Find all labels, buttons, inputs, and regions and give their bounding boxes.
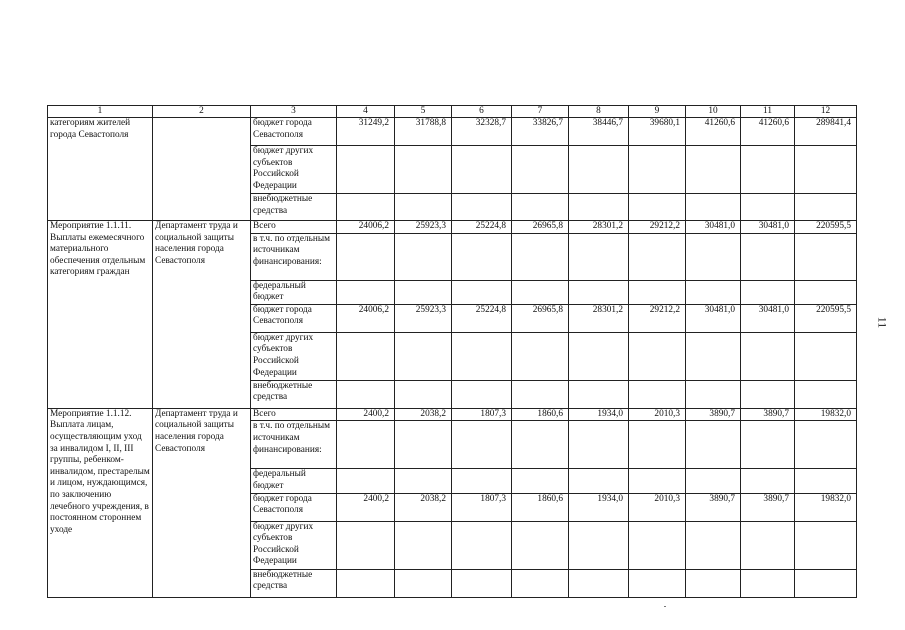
funding-source-label: бюджет города Севастополя [251, 118, 337, 146]
value-cell: 2038,2 [395, 408, 452, 421]
value-cell: 30481,0 [686, 221, 741, 234]
measure-name: категориям жителей города Севастополя [48, 118, 153, 221]
value-cell: 289841,4 [795, 118, 857, 146]
value-cell: 1807,3 [452, 493, 512, 521]
value-cell [569, 421, 629, 469]
value-cell [395, 233, 452, 280]
value-cell: 220595,5 [795, 221, 857, 234]
value-cell [452, 233, 512, 280]
value-cell [629, 332, 686, 380]
value-cell [686, 280, 741, 304]
value-cell: 2010,3 [629, 408, 686, 421]
value-cell [512, 194, 569, 221]
funding-source-label: федеральный бюджет [251, 280, 337, 304]
value-cell: 3890,7 [741, 408, 795, 421]
value-cell: 26965,8 [512, 304, 569, 332]
value-cell [452, 332, 512, 380]
value-cell [452, 569, 512, 597]
scan-speck [664, 606, 666, 607]
value-cell [512, 380, 569, 408]
value-cell: 2400,2 [337, 493, 395, 521]
value-cell [795, 146, 857, 194]
value-cell [629, 233, 686, 280]
value-cell [795, 332, 857, 380]
value-cell [395, 469, 452, 493]
value-cell: 1934,0 [569, 493, 629, 521]
value-cell: 30481,0 [686, 304, 741, 332]
header-cell: 7 [512, 106, 569, 118]
table-row [48, 408, 857, 421]
value-cell [512, 421, 569, 469]
value-cell [337, 469, 395, 493]
value-cell [741, 146, 795, 194]
value-cell [512, 521, 569, 569]
value-cell: 1860,6 [512, 408, 569, 421]
value-cell [686, 469, 741, 493]
value-cell [741, 469, 795, 493]
value-cell: 30481,0 [741, 304, 795, 332]
value-cell: 26965,8 [512, 221, 569, 234]
value-cell [629, 421, 686, 469]
header-cell: 9 [629, 106, 686, 118]
value-cell [686, 194, 741, 221]
value-cell [795, 280, 857, 304]
value-cell [337, 233, 395, 280]
value-cell [395, 280, 452, 304]
value-cell [686, 380, 741, 408]
value-cell [741, 332, 795, 380]
value-cell [569, 280, 629, 304]
value-cell: 38446,7 [569, 118, 629, 146]
value-cell: 220595,5 [795, 304, 857, 332]
value-cell [337, 380, 395, 408]
funding-source-label: внебюджетные средства [251, 569, 337, 597]
value-cell [741, 280, 795, 304]
funding-source-label: бюджет других субъектов Российской Федерации [251, 521, 337, 569]
value-cell [337, 521, 395, 569]
value-cell: 3890,7 [686, 493, 741, 521]
value-cell: 32328,7 [452, 118, 512, 146]
value-cell [569, 469, 629, 493]
value-cell: 24006,2 [337, 221, 395, 234]
header-cell: 8 [569, 106, 629, 118]
value-cell [395, 569, 452, 597]
value-cell: 25224,8 [452, 221, 512, 234]
value-cell [337, 332, 395, 380]
value-cell [686, 569, 741, 597]
executor-name: Департамент труда и социальной защиты населения города Севастополя [153, 408, 251, 597]
header-cell: 3 [251, 106, 337, 118]
value-cell: 1934,0 [569, 408, 629, 421]
value-cell [741, 421, 795, 469]
value-cell [686, 421, 741, 469]
value-cell [629, 194, 686, 221]
header-row [48, 106, 857, 118]
header-cell: 11 [741, 106, 795, 118]
header-cell: 6 [452, 106, 512, 118]
value-cell [795, 194, 857, 221]
value-cell [395, 146, 452, 194]
value-cell [795, 569, 857, 597]
value-cell [569, 380, 629, 408]
value-cell [569, 194, 629, 221]
value-cell [795, 521, 857, 569]
table-row [48, 118, 857, 146]
funding-source-label: федеральный бюджет [251, 469, 337, 493]
value-cell [452, 380, 512, 408]
value-cell [569, 569, 629, 597]
value-cell: 25923,3 [395, 304, 452, 332]
table-row [48, 221, 857, 234]
value-cell: 1807,3 [452, 408, 512, 421]
value-cell [452, 469, 512, 493]
funding-source-label: бюджет других субъектов Российской Федерации [251, 146, 337, 194]
executor-name [153, 118, 251, 221]
value-cell [629, 280, 686, 304]
value-cell [741, 521, 795, 569]
value-cell [512, 280, 569, 304]
value-cell [452, 421, 512, 469]
funding-source-label: внебюджетные средства [251, 380, 337, 408]
value-cell [452, 280, 512, 304]
value-cell: 28301,2 [569, 304, 629, 332]
value-cell [512, 469, 569, 493]
value-cell [395, 421, 452, 469]
value-cell [512, 233, 569, 280]
value-cell [629, 569, 686, 597]
page-number: 11 [875, 316, 890, 329]
value-cell: 31788,8 [395, 118, 452, 146]
value-cell [741, 194, 795, 221]
value-cell [795, 469, 857, 493]
value-cell [629, 380, 686, 408]
value-cell [337, 280, 395, 304]
funding-source-label: бюджет других субъектов Российской Федерации [251, 332, 337, 380]
value-cell [686, 332, 741, 380]
value-cell [741, 569, 795, 597]
value-cell [686, 146, 741, 194]
value-cell [395, 521, 452, 569]
funding-source-label: Всего [251, 221, 337, 234]
value-cell: 29212,2 [629, 221, 686, 234]
value-cell [337, 569, 395, 597]
value-cell: 19832,0 [795, 493, 857, 521]
value-cell: 28301,2 [569, 221, 629, 234]
value-cell [395, 380, 452, 408]
value-cell: 25923,3 [395, 221, 452, 234]
value-cell: 25224,8 [452, 304, 512, 332]
value-cell: 1860,6 [512, 493, 569, 521]
funding-source-label: бюджет города Севастополя [251, 304, 337, 332]
value-cell [452, 521, 512, 569]
value-cell: 31249,2 [337, 118, 395, 146]
value-cell [686, 521, 741, 569]
table-body [48, 106, 857, 598]
header-cell: 2 [153, 106, 251, 118]
header-cell: 12 [795, 106, 857, 118]
value-cell [741, 380, 795, 408]
header-cell: 5 [395, 106, 452, 118]
value-cell: 30481,0 [741, 221, 795, 234]
value-cell [512, 569, 569, 597]
value-cell [795, 233, 857, 280]
value-cell [629, 146, 686, 194]
value-cell [629, 469, 686, 493]
value-cell: 39680,1 [629, 118, 686, 146]
value-cell: 33826,7 [512, 118, 569, 146]
value-cell [512, 332, 569, 380]
header-cell: 10 [686, 106, 741, 118]
funding-source-label: Всего [251, 408, 337, 421]
value-cell: 19832,0 [795, 408, 857, 421]
value-cell [452, 146, 512, 194]
value-cell: 3890,7 [686, 408, 741, 421]
value-cell: 41260,6 [741, 118, 795, 146]
value-cell: 2038,2 [395, 493, 452, 521]
measure-name: Мероприятие 1.1.11. Выплаты ежемесячного материального обеспечения отдельным категориям граждан [48, 221, 153, 409]
value-cell [337, 146, 395, 194]
funding-source-label: бюджет города Севастополя [251, 493, 337, 521]
value-cell [795, 421, 857, 469]
value-cell [337, 421, 395, 469]
measure-name: Мероприятие 1.1.12. Выплата лицам, осуществляющим уход за инвалидом I, II, III группы, ребенком-инвалидом, престарелым и лицом, нуждающимся, по заключению лечебного учреждения, в постоянном стороннем уходе [48, 408, 153, 597]
value-cell [512, 146, 569, 194]
value-cell: 2010,3 [629, 493, 686, 521]
value-cell [569, 233, 629, 280]
value-cell [795, 380, 857, 408]
value-cell [569, 146, 629, 194]
value-cell [395, 332, 452, 380]
value-cell: 2400,2 [337, 408, 395, 421]
value-cell [629, 521, 686, 569]
value-cell [337, 194, 395, 221]
value-cell [686, 233, 741, 280]
value-cell: 41260,6 [686, 118, 741, 146]
value-cell [569, 521, 629, 569]
funding-table [47, 105, 857, 598]
value-cell [395, 194, 452, 221]
value-cell [741, 233, 795, 280]
header-cell: 1 [48, 106, 153, 118]
funding-source-label: в т.ч. по отдельным источникам финансирования: [251, 233, 337, 280]
header-cell: 4 [337, 106, 395, 118]
value-cell [452, 194, 512, 221]
value-cell [569, 332, 629, 380]
value-cell: 3890,7 [741, 493, 795, 521]
value-cell: 29212,2 [629, 304, 686, 332]
value-cell: 24006,2 [337, 304, 395, 332]
funding-source-label: в т.ч. по отдельным источникам финансирования: [251, 421, 337, 469]
funding-source-label: внебюджетные средства [251, 194, 337, 221]
executor-name: Департамент труда и социальной защиты населения города Севастополя [153, 221, 251, 409]
